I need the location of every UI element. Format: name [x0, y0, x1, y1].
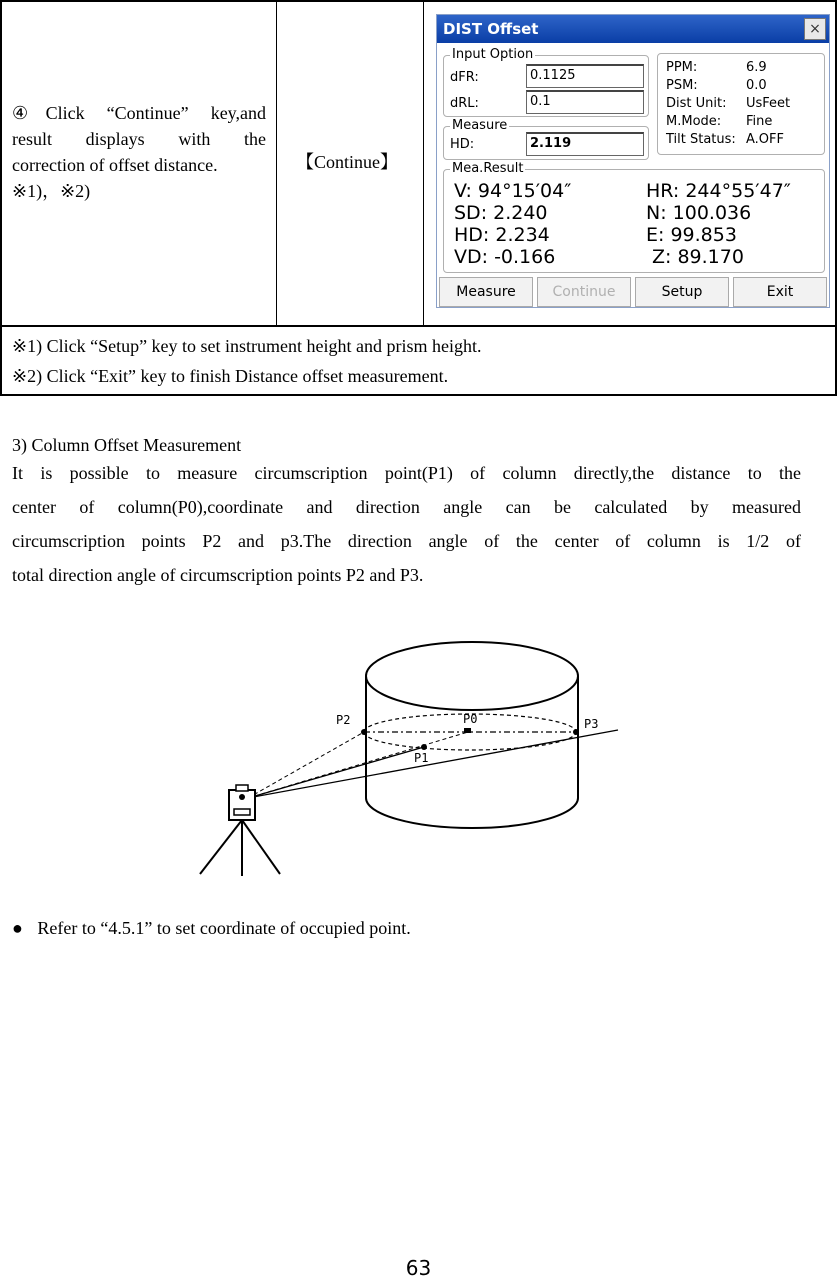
- mea-result-label: Mea.Result: [452, 161, 524, 176]
- dfr-input[interactable]: 0.1125: [526, 64, 644, 88]
- result-z: Z: 89.170: [652, 246, 744, 268]
- result-hr: HR: 244°55′47″: [646, 180, 791, 202]
- window-title: DIST Offset: [437, 15, 829, 43]
- result-e: E: 99.853: [646, 224, 737, 246]
- mea-result-group: [443, 161, 825, 273]
- section-line-3: circumscription points P2 and p3.The direction angle of the center of column is 1/2 of: [12, 531, 801, 551]
- section-front-arc: [364, 732, 576, 750]
- section-line-4: total direction angle of circumscription points P2 and P3.: [12, 565, 424, 585]
- sight-line-p1: [248, 747, 424, 798]
- result-n: N: 100.036: [646, 202, 752, 224]
- total-station-icon: [200, 785, 280, 876]
- ppm-value: 6.9: [746, 60, 767, 75]
- dist-unit-value: UsFeet: [746, 96, 791, 111]
- label-p1: P1: [414, 751, 429, 765]
- psm-label: PSM:: [666, 78, 698, 93]
- table-col-divider-2: [423, 0, 424, 326]
- table-border-left: [0, 0, 2, 396]
- ppm-label: PPM:: [666, 60, 698, 75]
- step-line-2: result displays with the: [12, 129, 266, 149]
- dist-offset-screen: [436, 14, 830, 308]
- key-label: 【Continue】: [296, 152, 398, 172]
- sight-line-p3: [248, 730, 618, 798]
- label-p0: P0: [463, 712, 478, 726]
- point-p2: [361, 729, 367, 735]
- measure-hd-label: HD:: [450, 137, 475, 152]
- cylinder-top: [366, 642, 578, 710]
- input-option-group: [443, 47, 649, 117]
- step-description: [12, 100, 266, 204]
- sight-line-p2: [248, 732, 364, 798]
- measure-group: [443, 118, 649, 160]
- note-1: ※1) Click “Setup” key to set instrument height and prism height.: [12, 336, 482, 356]
- exit-button[interactable]: Exit: [733, 277, 827, 307]
- drl-label: dRL:: [450, 96, 479, 111]
- dfr-label: dFR:: [450, 70, 479, 85]
- button-bar: [439, 277, 827, 307]
- page-number: 63: [405, 1256, 432, 1280]
- result-vd: VD: -0.166: [454, 246, 556, 268]
- column-offset-diagram: [130, 600, 730, 904]
- dist-unit-label: Dist Unit:: [666, 96, 727, 111]
- input-option-label: Input Option: [452, 47, 534, 62]
- section-line-2: center of column(P0),coordinate and direction angle can be calculated by measured: [12, 497, 801, 517]
- section-line-1: It is possible to measure circumscription point(P1) of column directly,the distance to the: [12, 463, 801, 483]
- step-line-4: ※1)，※2): [12, 181, 91, 201]
- bullet-icon: ●: [12, 918, 23, 938]
- note-2: ※2) Click “Exit” key to finish Distance offset measurement.: [12, 366, 449, 386]
- point-p1: [421, 744, 427, 750]
- mmode-label: M.Mode:: [666, 114, 722, 129]
- close-button[interactable]: ×: [804, 18, 826, 40]
- tilt-status-value: A.OFF: [746, 132, 784, 147]
- psm-value: 0.0: [746, 78, 767, 93]
- table-border-mid: [0, 325, 837, 327]
- measure-group-label: Measure: [452, 118, 508, 133]
- bullet-note: [12, 918, 411, 939]
- point-p3: [573, 729, 579, 735]
- section-heading: 3) Column Offset Measurement: [12, 435, 242, 455]
- table-col-divider-1: [276, 0, 277, 326]
- continue-button[interactable]: Continue: [537, 277, 631, 307]
- table-border-top: [0, 0, 837, 2]
- table-border-bottom: [0, 394, 837, 396]
- drl-input[interactable]: 0.1: [526, 90, 644, 114]
- result-hd: HD: 2.234: [454, 224, 550, 246]
- tilt-status-label: Tilt Status:: [666, 132, 736, 147]
- instruction-table: [0, 0, 837, 396]
- result-v: V: 94°15′04″: [454, 180, 572, 202]
- label-p2: P2: [336, 713, 351, 727]
- info-box: [657, 53, 825, 155]
- bullet-text: Refer to “4.5.1” to set coordinate of occupied point.: [37, 918, 411, 938]
- step-line-1: ④Click “Continue” key,and: [12, 103, 266, 123]
- measure-button[interactable]: Measure: [439, 277, 533, 307]
- step-line-3: correction of offset distance.: [12, 155, 218, 175]
- result-sd: SD: 2.240: [454, 202, 548, 224]
- point-p0: [464, 728, 471, 733]
- mmode-value: Fine: [746, 114, 773, 129]
- cylinder-bottom: [366, 798, 578, 828]
- measure-hd-value: 2.119: [526, 132, 644, 156]
- label-p3: P3: [584, 717, 599, 731]
- setup-button[interactable]: Setup: [635, 277, 729, 307]
